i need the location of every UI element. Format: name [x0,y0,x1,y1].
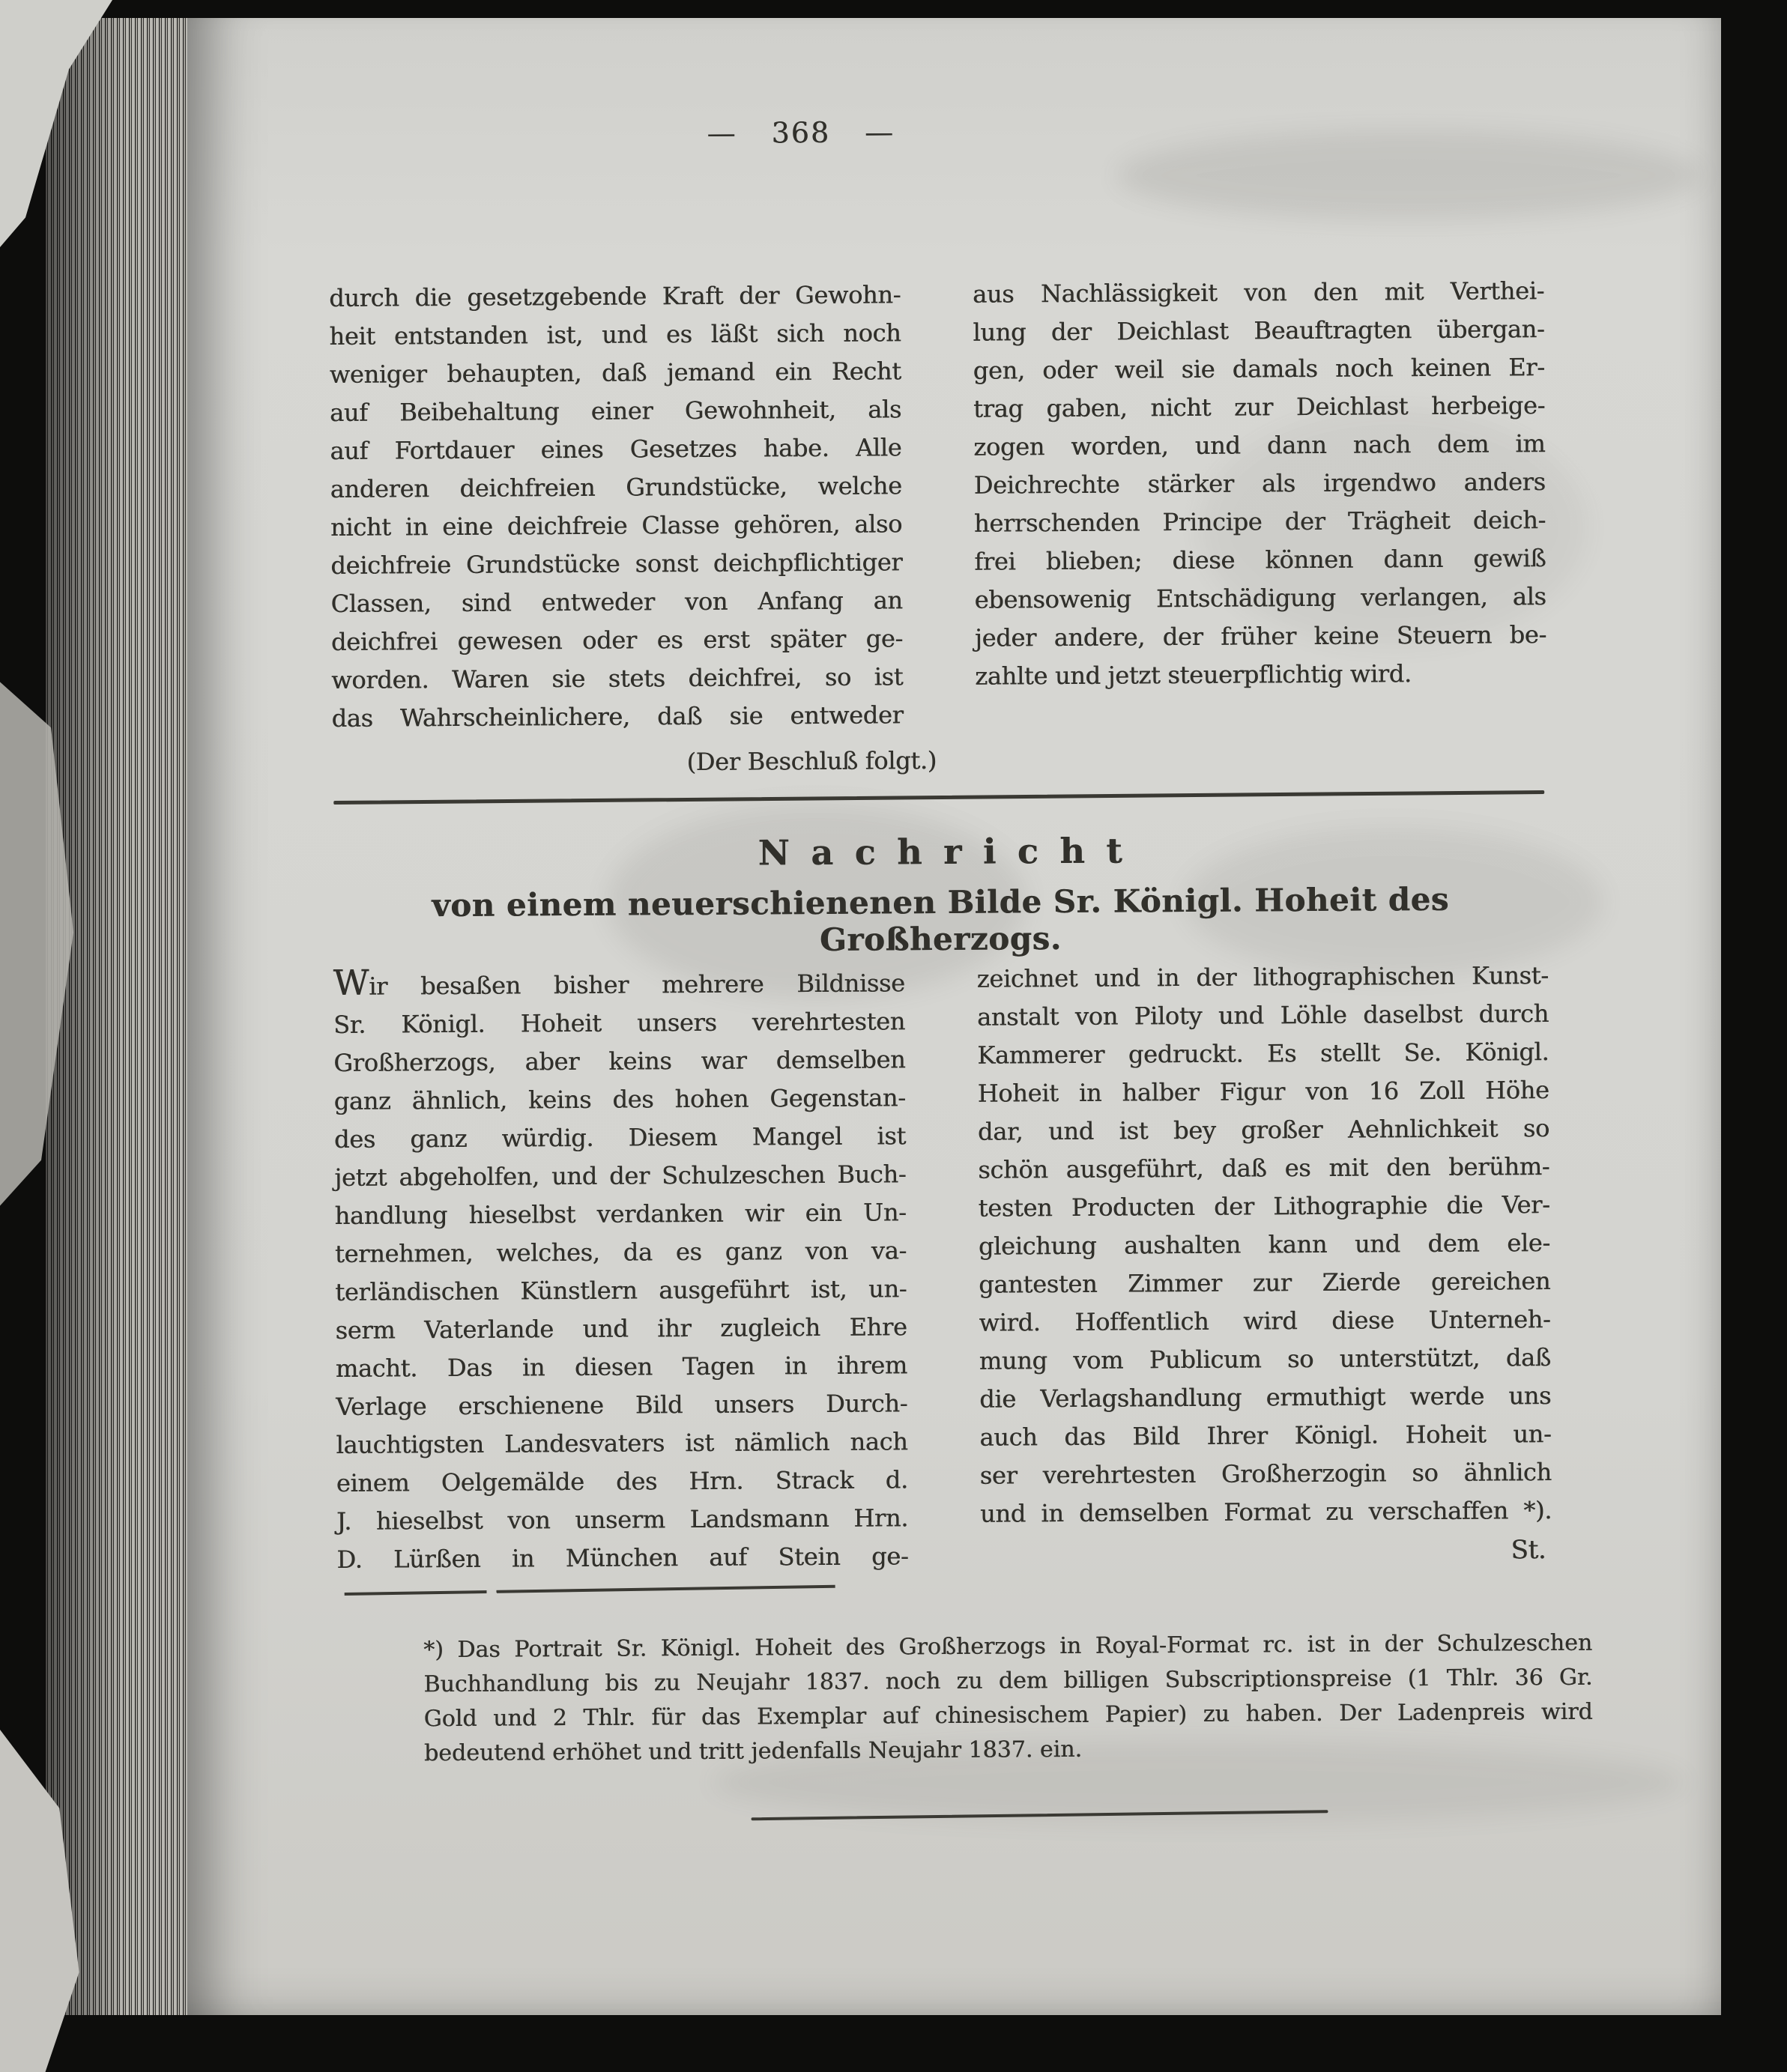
text-line: deichfrei gewesen oder es erst später ge- [330,624,904,656]
closing-note: (Der Beschluß folgt.) [686,746,937,777]
text-line: lauchtigsten Landesvaters ist nämlich nach [336,1427,908,1459]
footnote-lines [423,1626,1593,1772]
text-line: mung vom Publicum so unterstützt, daß [979,1343,1551,1375]
text-line: gantesten Zimmer zur Zierde gereichen [979,1267,1551,1299]
page-paper [187,18,1721,2015]
text-line: *) Das Portrait Sr. Königl. Hoheit des Großherzogs in Royal-Format rc. ist in der Schulzeschen [423,1629,1593,1664]
text-line: zeichnet und in der lithographischen Kunst- [976,961,1549,993]
article1-left-lines [329,276,904,738]
text-line: frei blieben; diese können dann gewiß [974,544,1546,576]
text-line: bedeutend erhöhet und tritt jedenfalls Neujahr 1837. ein. [423,1736,1083,1767]
text-line: herrschenden Principe der Trägheit deich- [973,506,1546,538]
text-line: ganz ähnlich, keins des hohen Gegenstan- [333,1083,906,1115]
article2-title: Nachricht [758,830,1144,873]
text-line: jeder andere, der früher keine Steuern be- [974,620,1547,652]
text-line: des ganz würdig. Diesem Mangel ist [333,1121,907,1154]
article1 [329,272,1547,784]
text-line: Wir besaßen bisher mehrere Bildnisse [333,962,905,1003]
article2-left-lines [333,960,909,1579]
text-line: die Verlagshandlung ermuthigt werde uns [979,1381,1552,1414]
article2-heading [333,828,1549,961]
text-line: Großherzogs, aber keins war demselben [333,1045,906,1077]
text-line: ternehmen, welches, da es ganz von va- [334,1236,907,1268]
text-line: Kammerer gedruckt. Es stellt Se. Königl. [977,1037,1549,1070]
text-line: auf Beibehaltung einer Gewohnheit, als [329,395,902,427]
header-dash-right: — [864,115,895,149]
text-line: terländischen Künstlern ausgeführt ist, un- [335,1274,907,1306]
text-block [327,14,1593,2019]
header-dash-left: — [707,116,737,150]
text-line: Deichrechte stärker als irgendwo anders [973,467,1546,500]
text-line: deichfreie Grundstücke sonst deichpflichtiger [330,548,903,580]
text-line: einem Oelgemälde des Hrn. Strack d. [336,1465,908,1497]
text-line: jetzt abgeholfen, und der Schulzeschen Buch- [334,1160,907,1192]
text-line: testen Producten der Lithographie die Ver- [978,1190,1550,1223]
article2 [333,957,1552,1579]
text-line: zahlte und jetzt steuerpflichtig wird. [975,659,1412,691]
text-line: anstalt von Piloty und Löhle daselbst durch [976,999,1549,1032]
article2-subtitle: von einem neuerschienenen Bilde Sr. Königl. Hoheit des Großherzogs. [432,880,1450,958]
text-line: Hoheit in halber Figur von 16 Zoll Höhe [977,1076,1549,1108]
text-line: weniger behaupten, daß jemand ein Recht [329,357,901,389]
text-line: anderen deichfreien Grundstücke, welche [330,471,902,503]
article2-right-lines [977,957,1552,1533]
text-line: das Wahrscheinlichere, daß sie entweder [331,700,904,733]
article2-left-column [333,960,909,1579]
text-line: Buchhandlung bis zu Neujahr 1837. noch zu dem billigen Subscriptionspreise (1 Thlr. 36 Gr. [423,1664,1593,1698]
text-line: auch das Bild Ihrer Königl. Hoheit un- [979,1420,1552,1452]
text-line: wird. Hoffentlich wird diese Unterneh- [979,1305,1551,1337]
text-line: Verlage erschienene Bild unsers Durch- [336,1389,908,1421]
text-line: J. hieselbst von unserm Landsmann Hrn. [336,1503,909,1536]
article1-right-column [973,272,1547,780]
text-line: ebensowenig Entschädigung verlangen, als [974,582,1546,614]
text-line: aus Nachlässigkeit von den mit Verthei- [972,276,1545,309]
footnote [423,1626,1593,1772]
text-line: und in demselben Format zu verschaffen *). [979,1496,1552,1528]
text-line: macht. Das in diesen Tagen in ihrem [335,1351,907,1383]
text-line: handlung hieselbst verdanken wir ein Un- [334,1198,907,1230]
text-line: gleichung aushalten kann und dem ele- [978,1229,1550,1261]
section-divider-rule [333,790,1544,805]
footnote-separator-rule [345,1585,835,1596]
book-page-edges [45,18,191,2015]
author-signature: St. [1511,1535,1546,1566]
running-head [193,112,1409,153]
article2-right-column [977,957,1552,1575]
text-line: auf Fortdauer eines Gesetzes habe. Alle [330,433,902,465]
text-line: Gold und 2 Thlr. für das Exemplar auf chinesischem Papier) zu haben. Der Ladenpreis wird [423,1698,1593,1733]
text-line: trag gaben, nicht zur Deichlast herbeige- [973,391,1546,423]
article1-right-lines [973,272,1546,696]
text-line: zogen worden, und dann nach dem im [973,429,1546,461]
text-line: ser verehrtesten Großherzogin so ähnlich [979,1458,1552,1490]
text-line: worden. Waren sie stets deichfrei, so ist [331,662,904,694]
text-line: Sr. Königl. Hoheit unsers verehrtesten [333,1007,906,1039]
text-line: nicht in eine deichfreie Classe gehören, also [330,509,903,542]
text-line: schön ausgeführt, daß es mit den berühm- [978,1152,1550,1184]
text-line: gen, oder weil sie damals noch keinen Er- [973,353,1545,385]
article1-left-column [329,276,937,784]
text-line: serm Vaterlande und ihr zugleich Ehre [335,1312,907,1345]
text-line: durch die gesetzgebende Kraft der Gewohn- [329,280,901,312]
text-line: heit entstanden ist, und es läßt sich noch [329,318,901,351]
text-line: D. Lürßen in München auf Stein ge- [336,1542,909,1574]
text-line: lung der Deichlast Beauftragten übergan- [973,315,1545,347]
bottom-rule [752,1810,1328,1820]
text-line: dar, und ist bey großer Aehnlichkeit so [977,1114,1550,1146]
page-number: 368 [771,115,831,150]
text-line: Classen, sind entweder von Anfang an [330,586,903,618]
